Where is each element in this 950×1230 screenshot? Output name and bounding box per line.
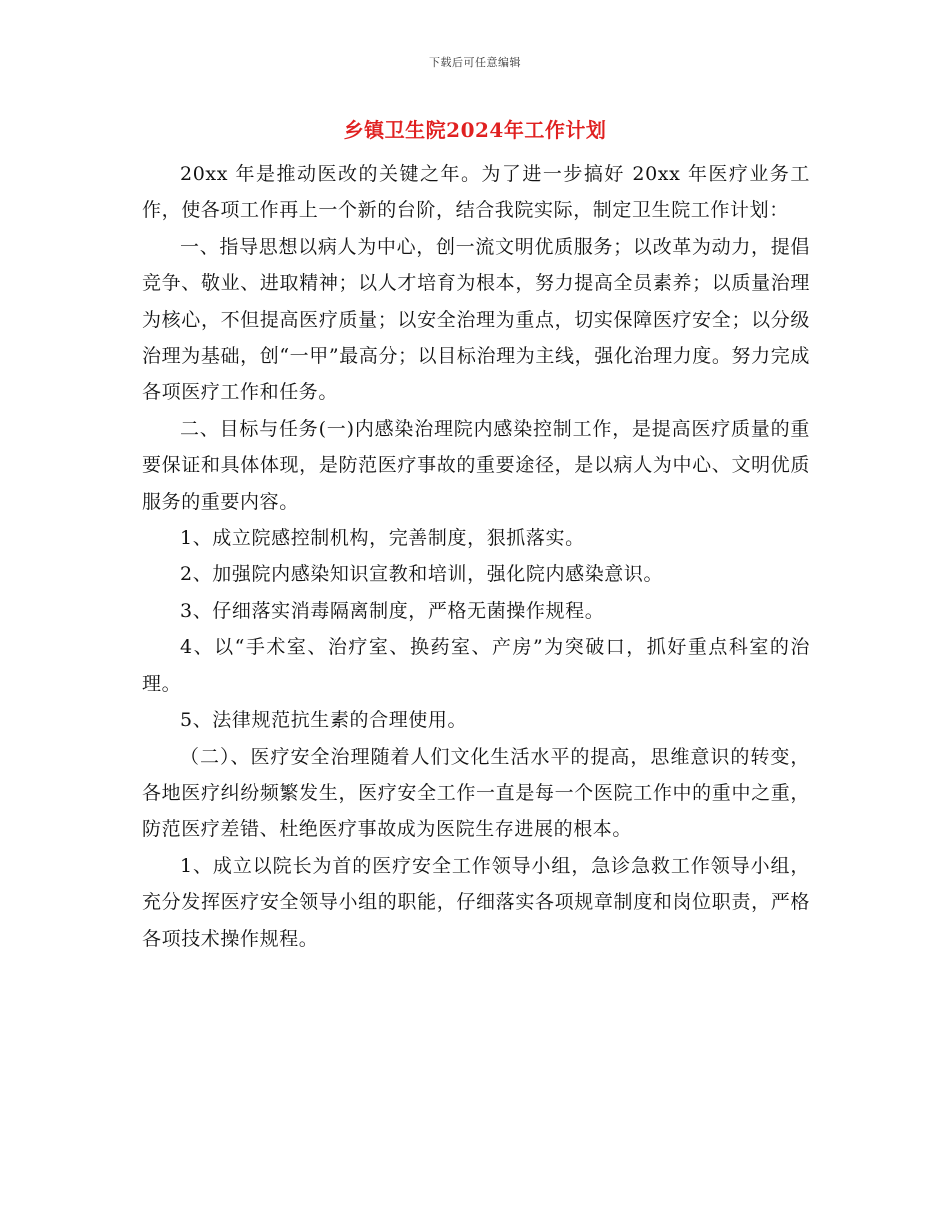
paragraph-guiding-ideology: 一、指导思想以病人为中心，创一流文明优质服务；以改革为动力，提倡竞争、敬业、进取精神；以人才培育为根本，努力提高全员素养；以质量治理为核心，不但提高医疗质量；以安全治理为重点，切实保障医疗安全；以分级治理为基础，创“一甲”最高分；以目标治理为主线，强化治理力度。努力完成各项医疗工作和任务。 — [142, 235, 810, 404]
paragraph-medical-safety: （二）、医疗安全治理随着人们文化生活水平的提高，思维意识的转变，各地医疗纠纷频繁发生，医疗安全工作一直是每一个医院工作中的重中之重，防范医疗差错、杜绝医疗事故成为医院生存进展的根本。 — [142, 745, 810, 841]
paragraph-item-4: 4、以“手术室、治疗室、换药室、产房”为突破口，抓好重点科室的治理。 — [142, 636, 810, 695]
paragraph-item-5: 5、法律规范抗生素的合理使用。 — [180, 709, 468, 732]
paragraph-item-2: 2、加强院内感染知识宣教和培训，强化院内感染意识。 — [180, 563, 664, 586]
paragraph-item-1: 1、成立院感控制机构，完善制度，狠抓落实。 — [180, 527, 585, 550]
paragraph-safety-item-1: 1、成立以院长为首的医疗安全工作领导小组，急诊急救工作领导小组，充分发挥医疗安全领导小组的职能，仔细落实各项规章制度和岗位职责，严格各项技术操作规程。 — [142, 854, 810, 950]
paragraph-intro: 20xx 年是推动医改的关键之年。为了进一步搞好 20xx 年医疗业务工作，使各项工作再上一个新的台阶，结合我院实际，制定卫生院工作计划： — [142, 163, 810, 222]
paragraph-item-3: 3、仔细落实消毒隔离制度，严格无菌操作规程。 — [180, 599, 605, 622]
document-title: 乡镇卫生院2024年工作计划 — [343, 118, 607, 142]
document-body — [142, 156, 810, 957]
paragraph-goals-infection-control: 二、目标与任务(一)内感染治理院内感染控制工作，是提高医疗质量的重要保证和具体体现，是防范医疗事故的重要途径，是以病人为中心、文明优质服务的重要内容。 — [142, 417, 810, 513]
header-note: 下载后可任意编辑 — [429, 56, 521, 69]
